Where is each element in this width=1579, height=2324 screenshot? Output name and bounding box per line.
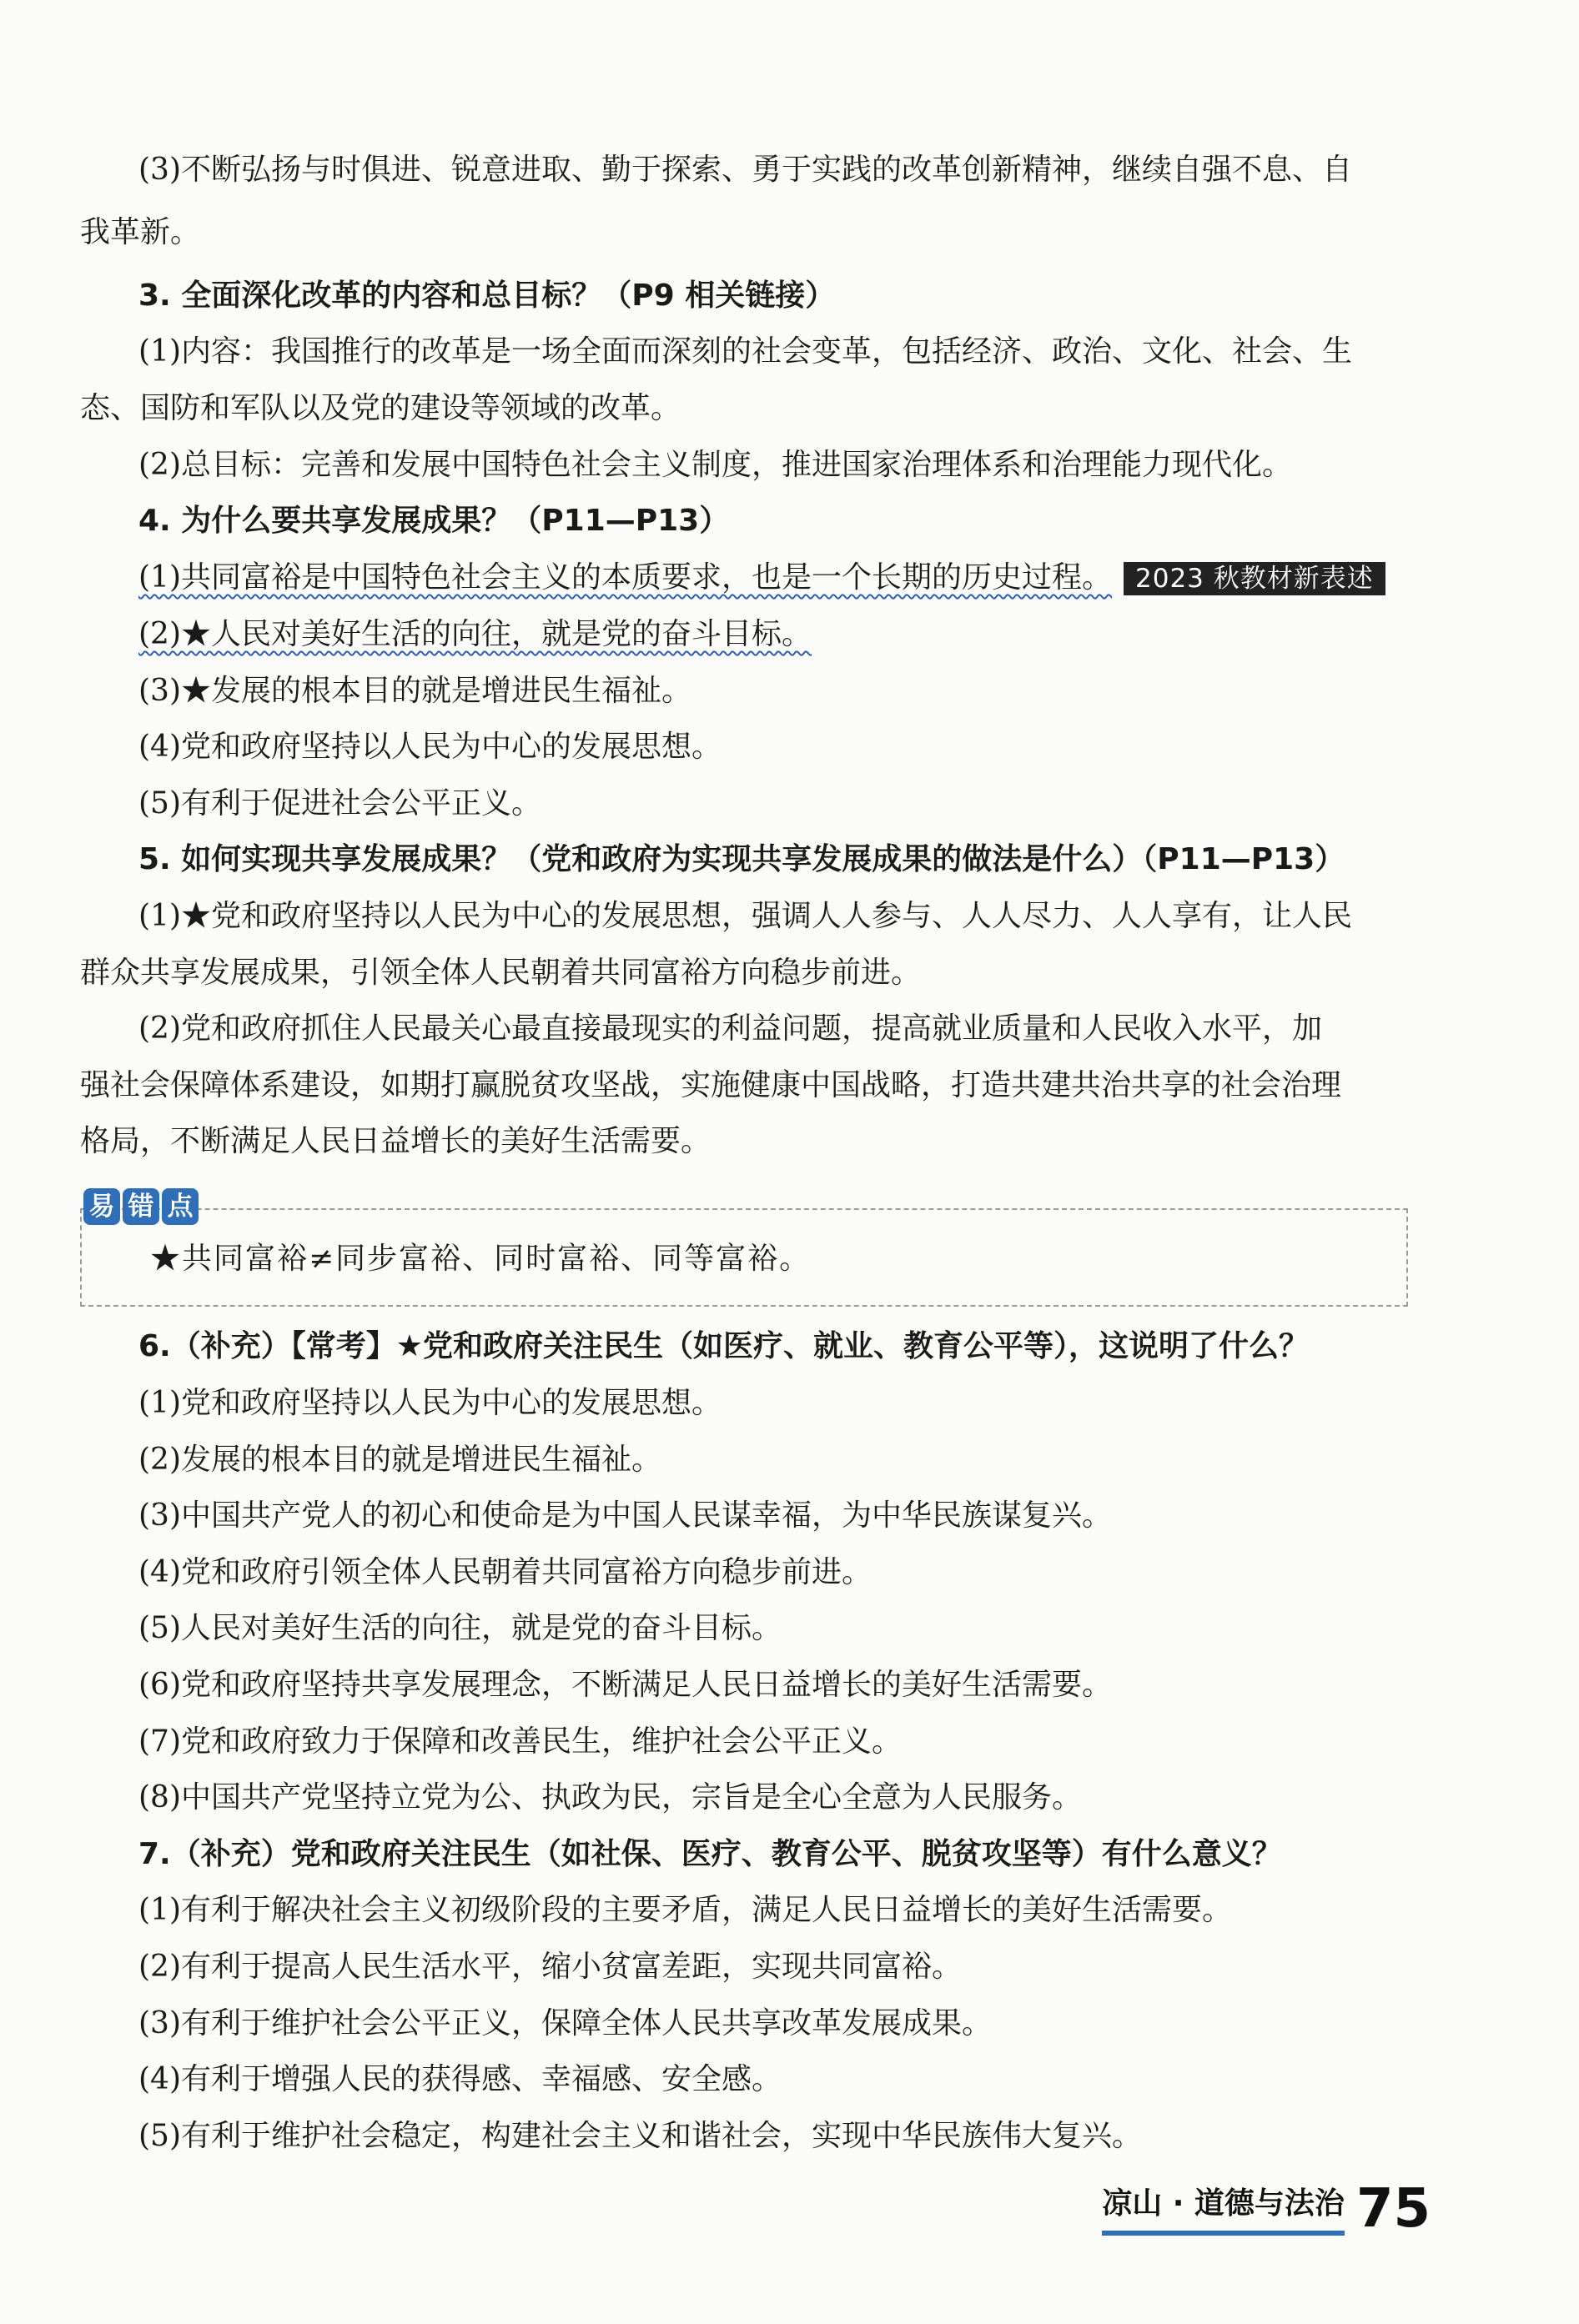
text-line: (3)不断弘扬与时俱进、锐意进取、勤于探索、勇于实践的改革创新精神，继续自强不息、自 [138,153,1352,187]
text-line: 格局，不断满足人民日益增长的美好生活需要。 [80,1124,712,1158]
label-char: 错 [123,1188,159,1225]
question-heading: 6.（补充）【常考】★党和政府关注民生（如医疗、就业、教育公平等），这说明了什么？ [138,1329,1309,1363]
text-line: (1)★党和政府坚持以人民为中心的发展思想，强调人人参与、人人尽力、人人享有，让人民 [138,899,1352,933]
text-line: (7)党和政府致力于保障和改善民生，维护社会公平正义。 [138,1724,902,1759]
book-title: 凉山 · 道德与法治 [1102,2180,1345,2236]
text-line: (3)★发展的根本目的就是增进民生福祉。 [138,674,691,708]
text-line: (4)党和政府引领全体人民朝着共同富裕方向稳步前进。 [138,1555,872,1589]
text-line-with-tag [138,559,1506,597]
text-line: (1)有利于解决社会主义初级阶段的主要矛盾，满足人民日益增长的美好生活需要。 [138,1893,1232,1927]
text-line [138,615,1506,654]
new-expression-tag: 2023 秋教材新表述 [1124,562,1385,595]
underlined-text: (1)共同富裕是中国特色社会主义的本质要求，也是一个长期的历史过程。 [138,560,1112,595]
text-line: 态、国防和军队以及党的建设等领域的改革。 [80,391,681,425]
question-heading: 3. 全面深化改革的内容和总目标？（P9 相关链接） [138,279,836,313]
text-line: (5)有利于维护社会稳定，构建社会主义和谐社会，实现中华民族伟大复兴。 [138,2119,1142,2153]
error-prone-label [83,1188,199,1225]
text-line: (3)中国共产党人的初心和使命是为中国人民谋幸福，为中华民族谋复兴。 [138,1498,1112,1533]
text-line: (1)内容：我国推行的改革是一场全面而深刻的社会变革，包括经济、政治、文化、社会、生 [138,334,1352,369]
label-char: 点 [162,1188,199,1225]
text-line: (2)有利于提高人民生活水平，缩小贫富差距，实现共同富裕。 [138,1950,962,1984]
text-line: (5)有利于促进社会公平正义。 [138,786,541,821]
page-number: 75 [1355,2178,1431,2240]
page-footer [1102,2178,1431,2240]
question-heading: 5. 如何实现共享发展成果？（党和政府为实现共享发展成果的做法是什么）（P11—P13） [138,842,1345,876]
text-line: (3)有利于维护社会公平正义，保障全体人民共享改革发展成果。 [138,2006,992,2040]
error-prone-text: ★共同富裕≠同步富裕、同时富裕、同等富裕。 [150,1242,812,1276]
text-line: (4)有利于增强人民的获得感、幸福感、安全感。 [138,2062,782,2096]
text-line: (1)党和政府坚持以人民为中心的发展思想。 [138,1386,722,1420]
text-line: (2)党和政府抓住人民最关心最直接最现实的利益问题，提高就业质量和人民收入水平，加 [138,1011,1322,1046]
text-line: 群众共享发展成果，引领全体人民朝着共同富裕方向稳步前进。 [80,956,922,990]
text-line: (8)中国共产党坚持立党为公、执政为民，宗旨是全心全意为人民服务。 [138,1780,1082,1815]
question-heading: 7.（补充）党和政府关注民生（如社保、医疗、教育公平、脱贫攻坚等）有什么意义？ [138,1837,1282,1871]
text-line: 我革新。 [80,215,201,249]
text-line: (4)党和政府坚持以人民为中心的发展思想。 [138,730,722,764]
text-line: (2)发展的根本目的就是增进民生福祉。 [138,1443,661,1477]
underlined-text: (2)★人民对美好生活的向往，就是党的奋斗目标。 [138,617,812,651]
label-char: 易 [83,1188,120,1225]
text-line: (6)党和政府坚持共享发展理念，不断满足人民日益增长的美好生活需要。 [138,1668,1112,1702]
text-line: 强社会保障体系建设，如期打赢脱贫攻坚战，实施健康中国战略，打造共建共治共享的社会治理 [80,1068,1342,1102]
text-line: (5)人民对美好生活的向往，就是党的奋斗目标。 [138,1611,782,1645]
text-line: (2)总目标：完善和发展中国特色社会主义制度，推进国家治理体系和治理能力现代化。 [138,448,1292,482]
question-heading: 4. 为什么要共享发展成果？（P11—P13） [138,504,730,538]
